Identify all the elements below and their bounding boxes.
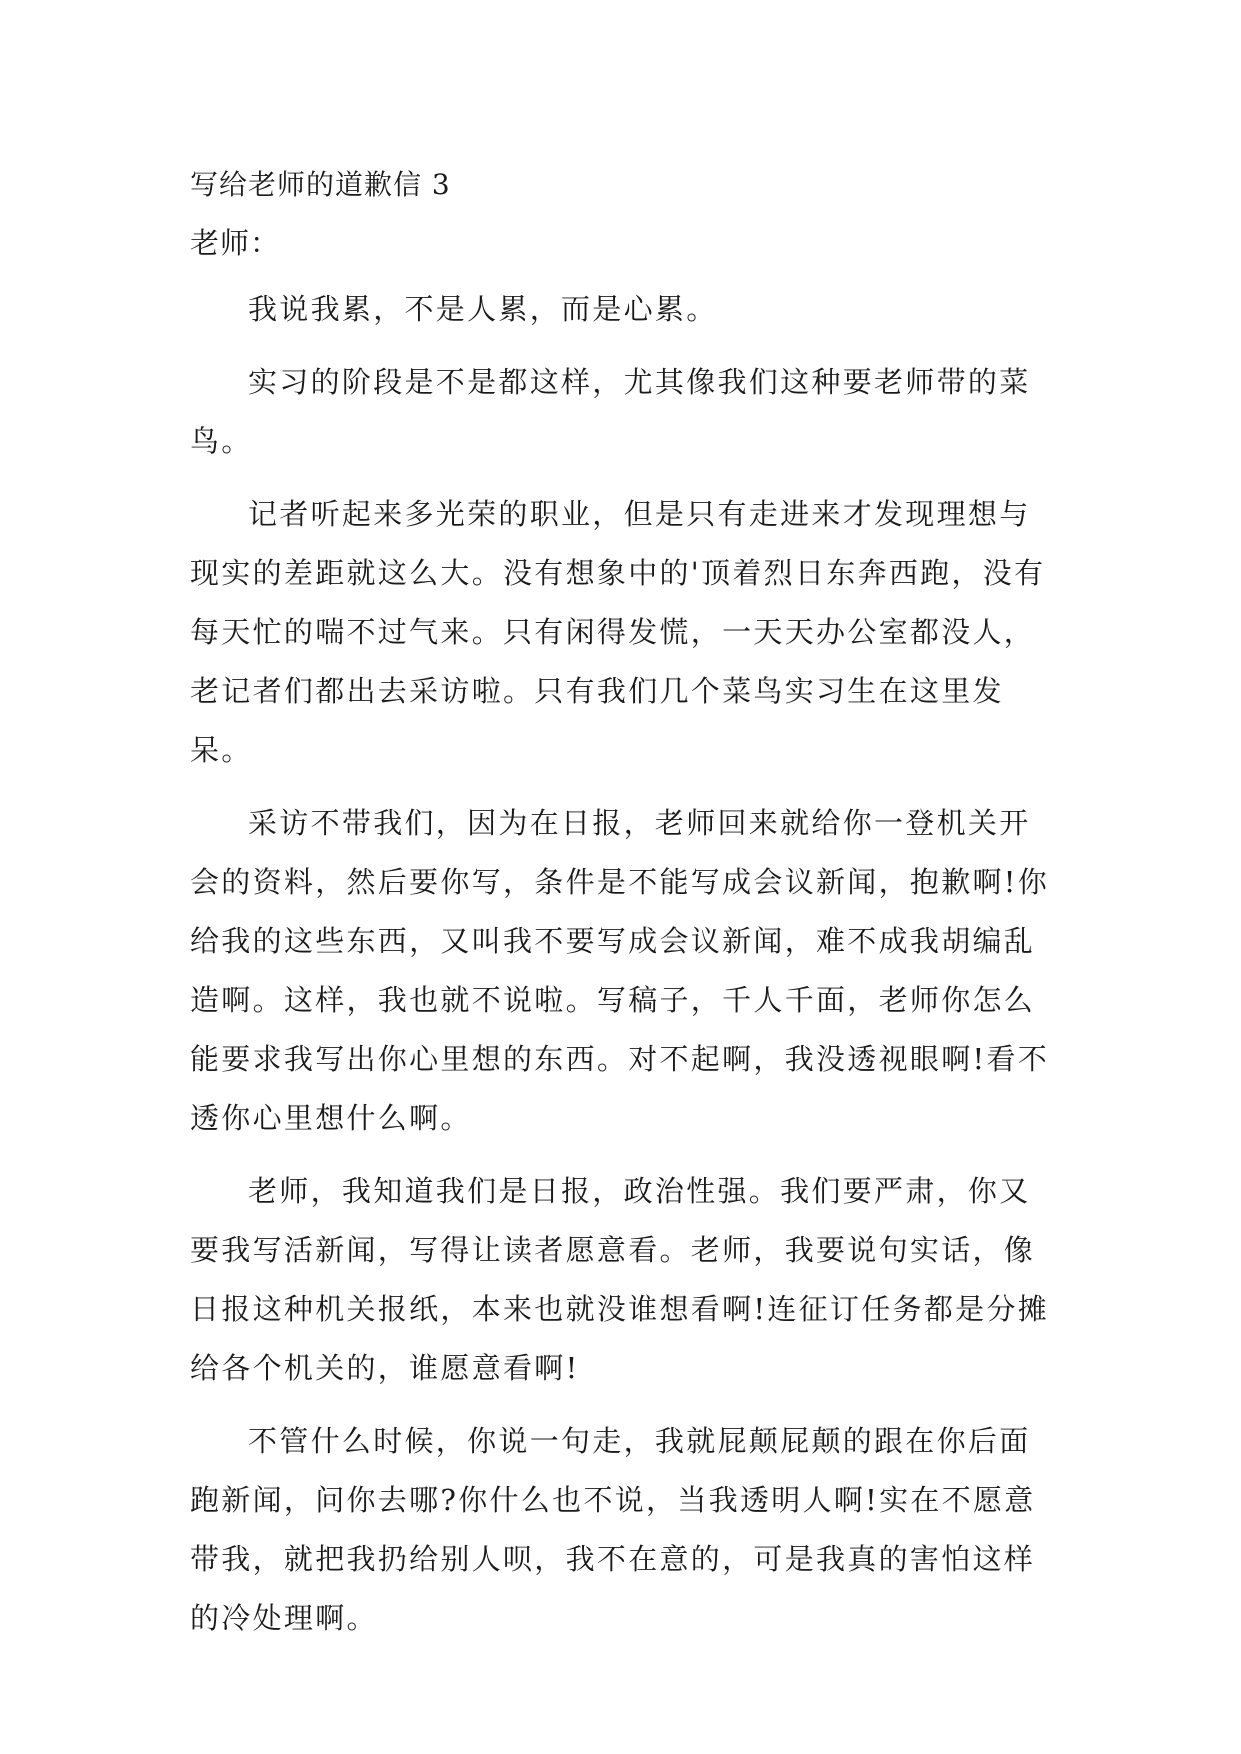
- paragraph: 老师，我知道我们是日报，政治性强。我们要严肃，你又要我写活新闻，写得让读者愿意看。老师，我要说句实话，像日报这种机关报纸，本来也就没谁想看啊!连征订任务都是分摊给各个机关的，谁愿意看啊!: [190, 1174, 1050, 1385]
- salutation: 老师：: [190, 226, 281, 260]
- paragraph: 不管什么时候，你说一句走，我就屁颠屁颠的跟在你后面跑新闻，问你去哪?你什么也不说，当我透明人啊!实在不愿意带我，就把我扔给别人呗，我不在意的，可是我真的害怕这样的冷处理啊。: [190, 1424, 1036, 1635]
- paragraph: 采访不带我们，因为在日报，老师回来就给你一登机关开会的资料，然后要你写，条件是不能写成会议新闻，抱歉啊!你给我的这些东西，又叫我不要写成会议新闻，难不成我胡编乱造啊。这样，我也就不说啦。写稿子，千人千面，老师你怎么能要求我写出你心里想的东西。对不起啊，我没透视眼啊!看不透你心里想什么啊。: [190, 806, 1050, 1135]
- paragraph: 实习的阶段是不是都这样，尤其像我们这种要老师带的菜鸟。: [190, 365, 1031, 458]
- document-title: 写给老师的道歉信 3: [190, 168, 451, 201]
- document-body: [190, 166, 1060, 1648]
- paragraph: 记者听起来多光荣的职业，但是只有走进来才发现理想与现实的差距就这么大。没有想象中的'顶着烈日东奔西跑，没有每天忙的喘不过气来。只有闲得发慌，一天天办公室都没人，老记者们都出去采访啦。只有我们几个菜鸟实习生在这里发呆。: [190, 497, 1046, 767]
- paragraph: 我说我累，不是人累，而是心累。: [248, 292, 718, 326]
